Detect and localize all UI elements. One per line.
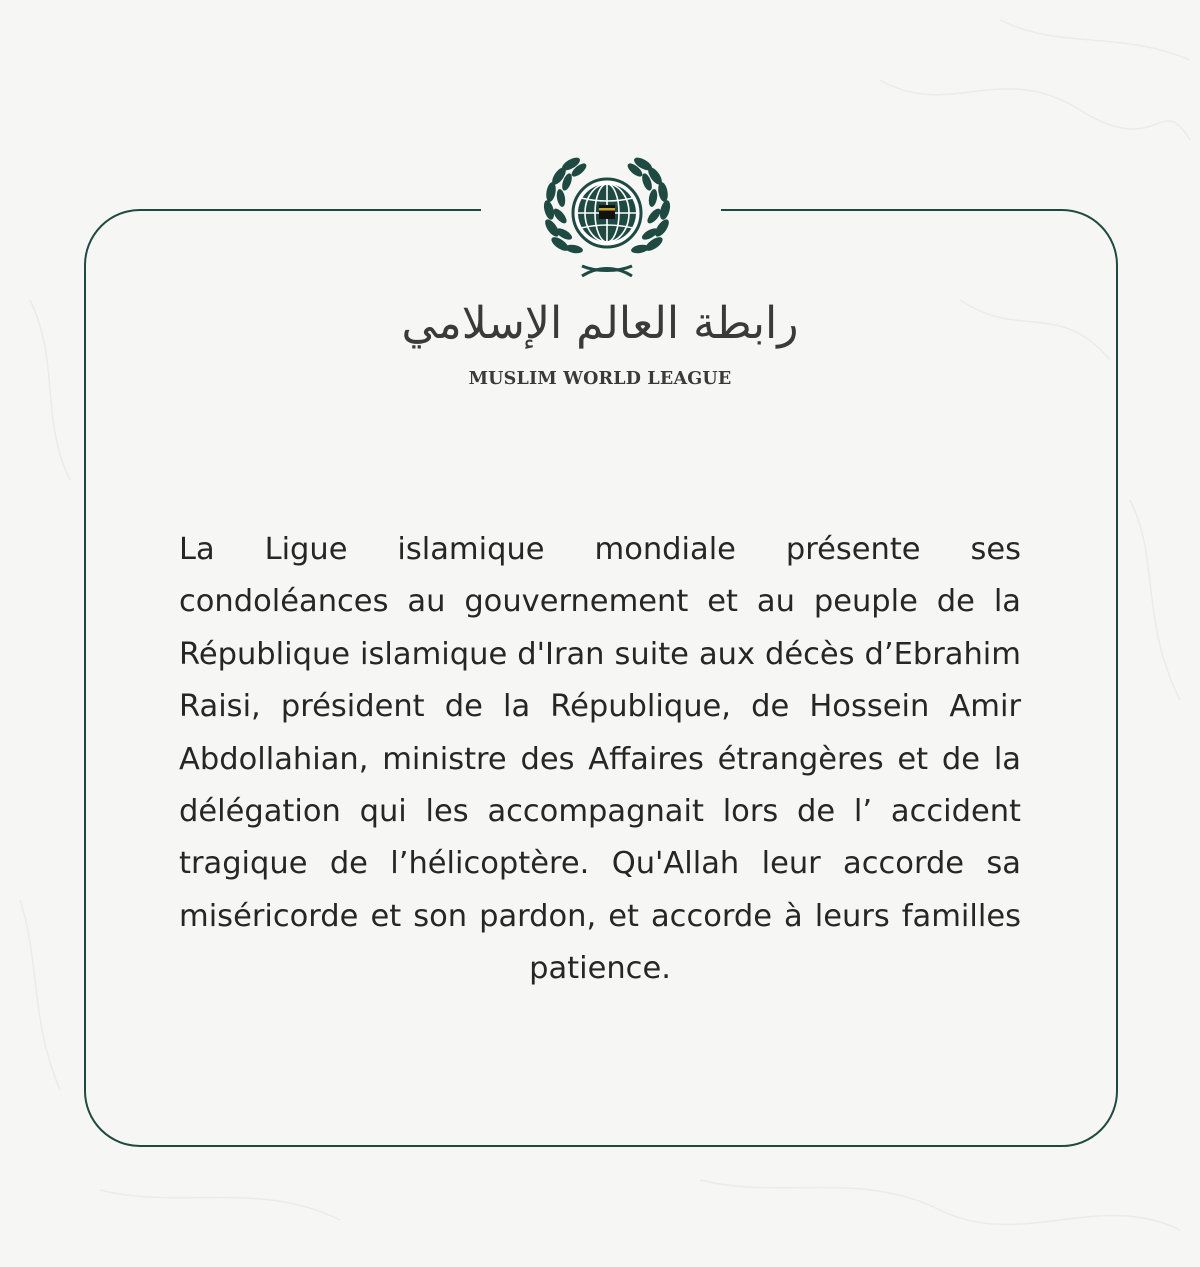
globe-laurel-wreath-icon: [540, 148, 674, 282]
condolence-statement: La Ligue islamique mondiale présente ses condoléances au gouvernement et au peuple de la République islamique d'Iran suite aux décès d’Ebrahim Raisi, président de la République, de Hossein Amir Abdollahian, ministre des Affaires étrangères et de la délégation qui les accompagnait lors de l’ accident tragique de l’hélicoptère. Qu'Allah leur accorde sa miséricorde et son pardon, et accorde à leurs familles patience.: [179, 532, 1021, 987]
organization-arabic-name: رابطة العالم الإسلامي: [401, 298, 799, 349]
organization-english-name: MUSLIM WORLD LEAGUE: [468, 369, 732, 389]
